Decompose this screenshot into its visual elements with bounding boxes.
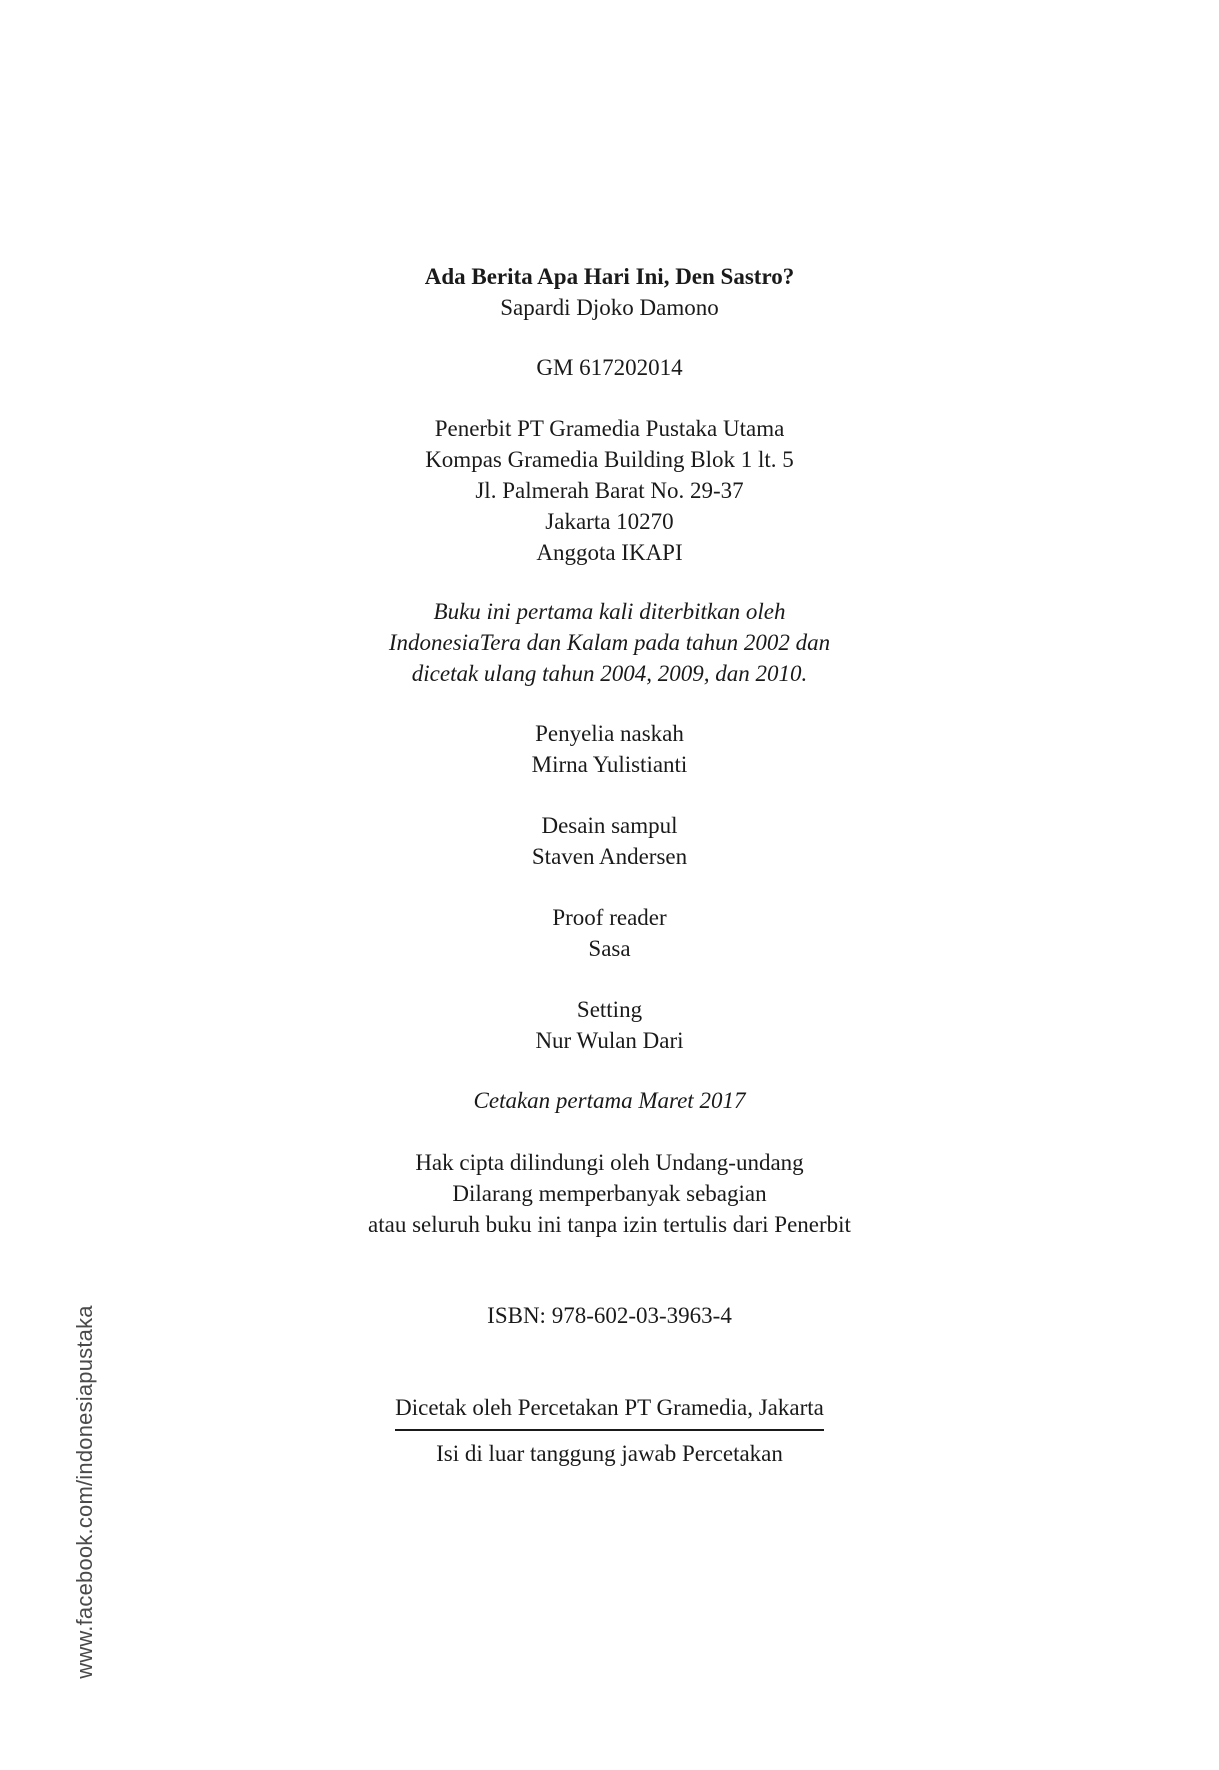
publisher-name: Penerbit PT Gramedia Pustaka Utama bbox=[434, 416, 785, 441]
book-author: Sapardi Djoko Damono bbox=[500, 295, 719, 320]
printing-text: Cetakan pertama Maret 2017 bbox=[473, 1088, 746, 1113]
copyright-line: atau seluruh buku ini tanpa izin tertulis dari Penerbit bbox=[368, 1212, 851, 1237]
proof-reader-credit bbox=[0, 902, 1219, 964]
publisher-block bbox=[0, 413, 1219, 568]
publisher-building: Kompas Gramedia Building Blok 1 lt. 5 bbox=[425, 447, 794, 472]
editor-credit bbox=[0, 718, 1219, 780]
isbn: ISBN: 978-602-03-3963-4 bbox=[487, 1303, 732, 1328]
book-title: Ada Berita Apa Hari Ini, Den Sastro? bbox=[424, 264, 795, 289]
first-edition-note bbox=[0, 596, 1219, 689]
proof-role: Proof reader bbox=[552, 905, 667, 930]
publisher-city: Jakarta 10270 bbox=[545, 509, 674, 534]
title-block bbox=[0, 261, 1219, 323]
cover-name: Staven Andersen bbox=[531, 844, 688, 869]
setting-role: Setting bbox=[576, 997, 643, 1022]
first-edition-line: dicetak ulang tahun 2004, 2009, dan 2010. bbox=[411, 661, 808, 686]
editor-role: Penyelia naskah bbox=[535, 721, 684, 746]
printer-block bbox=[0, 1392, 1219, 1431]
copyright-line: Dilarang memperbanyak sebagian bbox=[452, 1181, 767, 1206]
disclaimer-text: Isi di luar tanggung jawab Percetakan bbox=[436, 1441, 783, 1466]
cover-role: Desain sampul bbox=[541, 813, 678, 838]
printer-text: Dicetak oleh Percetakan PT Gramedia, Jakarta bbox=[395, 1392, 824, 1431]
copyright-notice bbox=[0, 1147, 1219, 1240]
first-edition-line: IndonesiaTera dan Kalam pada tahun 2002 dan bbox=[388, 630, 831, 655]
first-edition-line: Buku ini pertama kali diterbitkan oleh bbox=[433, 599, 786, 624]
disclaimer-block bbox=[0, 1438, 1219, 1469]
printing-edition bbox=[0, 1085, 1219, 1116]
proof-name: Sasa bbox=[588, 936, 631, 961]
setting-name: Nur Wulan Dari bbox=[535, 1028, 684, 1053]
setting-credit bbox=[0, 994, 1219, 1056]
gm-number: GM 617202014 bbox=[536, 355, 683, 380]
cover-design-credit bbox=[0, 810, 1219, 872]
copyright-line: Hak cipta dilindungi oleh Undang-undang bbox=[415, 1150, 804, 1175]
facebook-watermark: www.facebook.com/indonesiapustaka bbox=[72, 1305, 97, 1679]
publisher-membership: Anggota IKAPI bbox=[536, 540, 683, 565]
isbn-block bbox=[0, 1300, 1219, 1331]
publisher-street: Jl. Palmerah Barat No. 29-37 bbox=[475, 478, 744, 503]
gm-number-block bbox=[0, 352, 1219, 383]
editor-name: Mirna Yulistianti bbox=[531, 752, 688, 777]
